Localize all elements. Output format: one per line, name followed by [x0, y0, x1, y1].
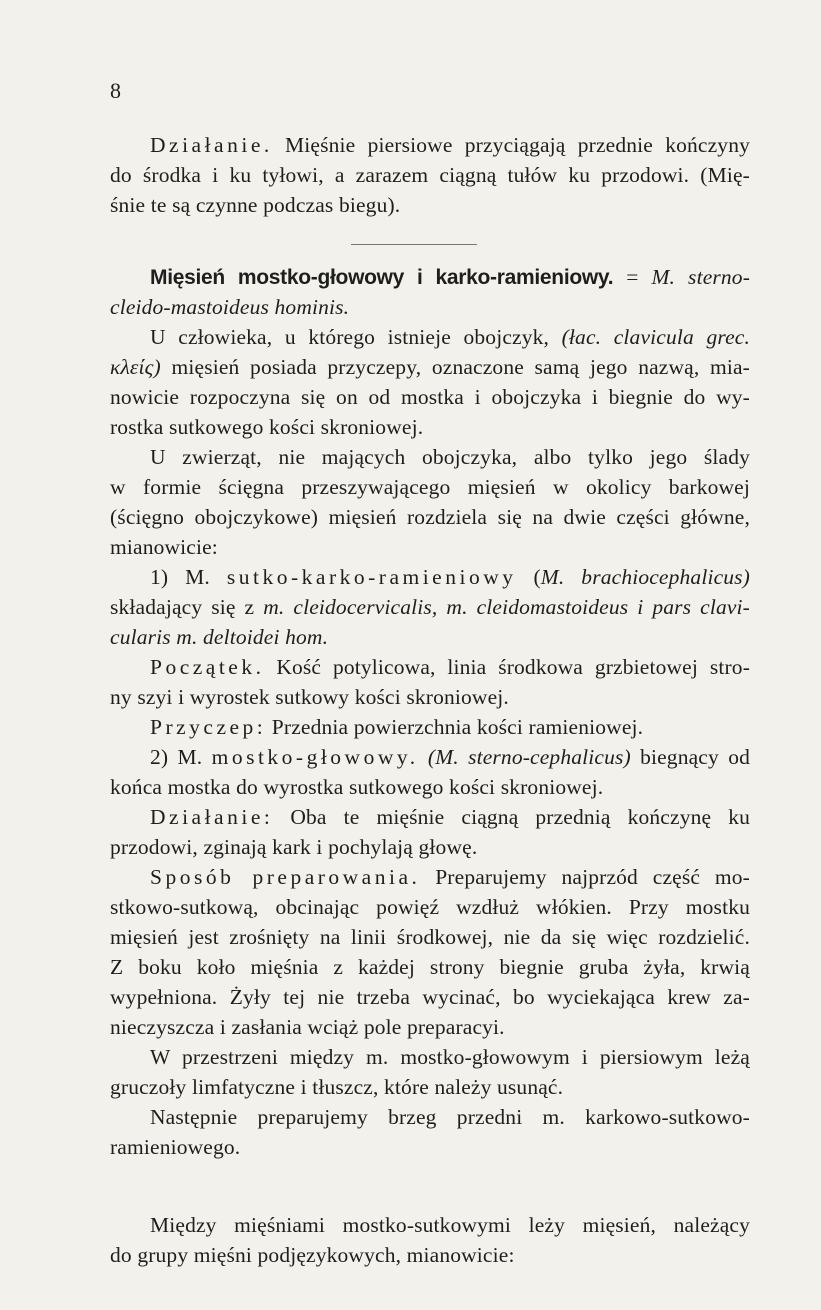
- text-line: W przestrzeni między m. mostko-głowowym i piersiowym leżą: [150, 1045, 750, 1069]
- text-line: nieczyszcza i zasłania wciąż pole preparacyi.: [110, 1015, 505, 1039]
- text-line: ramieniowego.: [110, 1135, 241, 1159]
- text-line: Następnie preparujemy brzeg przedni m. karkowo-sutkowo-: [150, 1105, 750, 1129]
- text-line: gruczoły limfatyczne i tłuszcz, które należy usunąć.: [110, 1075, 564, 1099]
- text-line: śnie te są czynne podczas biegu).: [110, 193, 401, 217]
- text-line: Sposób preparowania. Preparujemy najprzód część mo-: [150, 865, 750, 889]
- page-number: 8: [110, 78, 121, 103]
- text-line: cleido-mastoideus hominis.: [110, 295, 350, 319]
- text-line: Początek. Kość potylicowa, linia środkowa grzbietowej stro-: [150, 655, 750, 679]
- text-line: w formie ścięgna przeszywającego mięsień w okolicy barkowej: [110, 475, 750, 499]
- text-line: 1) M. sutko-karko-ramieniowy (M. brachiocephalicus): [150, 565, 750, 589]
- text-line: składający się z m. cleidocervicalis, m. cleidomastoideus i pars clavi-: [110, 595, 750, 619]
- text-line: wypełniona. Żyły tej nie trzeba wycinać, bo wyciekająca krew za-: [110, 985, 750, 1009]
- text-line: rostka sutkowego kości skroniowej.: [110, 415, 424, 439]
- text-line: Działanie. Mięśnie piersiowe przyciągają przednie kończyny: [150, 133, 750, 157]
- text-line: stkowo-sutkową, obcinając powięź wzdłuż włókien. Przy mostku: [110, 895, 750, 919]
- text-line: do grupy mięśni podjęzykowych, mianowicie:: [110, 1243, 515, 1267]
- text-line: cularis m. deltoidei hom.: [110, 625, 329, 649]
- text-line: Przyczep: Przednia powierzchnia kości ramieniowej.: [150, 715, 644, 739]
- text-line: mianowicie:: [110, 535, 218, 559]
- text-line: Z boku koło mięśnia z każdej strony biegnie gruba żyła, krwią: [110, 955, 750, 979]
- text-line: 2) M. mostko-głowowy. (M. sterno-cephalicus) biegnący od: [150, 745, 750, 769]
- text-line: ny szyi i wyrostek sutkowy kości skroniowej.: [110, 685, 509, 709]
- text-line: Działanie: Oba te mięśnie ciągną przednią kończynę ku: [150, 805, 750, 829]
- text-line: (ścięgno obojczykowe) mięsień rozdziela się na dwie części główne,: [110, 505, 750, 529]
- text-line: κλείς) mięsień posiada przyczepy, oznaczone samą jego nazwą, mia-: [110, 355, 750, 379]
- text-line: U zwierząt, nie mających obojczyka, albo tylko jego ślady: [150, 445, 750, 469]
- text-line: U człowieka, u którego istnieje obojczyk, (łac. clavicula grec.: [150, 325, 750, 349]
- section-divider: [351, 244, 477, 245]
- text-line: przodowi, zginają kark i pochylają głowę.: [110, 835, 478, 859]
- text-line: końca mostka do wyrostka sutkowego kości skroniowej.: [110, 775, 604, 799]
- text-line: nowicie rozpoczyna się on od mostka i obojczyka i biegnie do wy-: [110, 385, 750, 409]
- text-line: mięsień jest zrośnięty na linii środkowej, nie da się więc rozdzielić.: [110, 925, 750, 949]
- text-line: do środka i ku tyłowi, a zarazem ciągną tułów ku przodowi. (Mię-: [110, 163, 750, 187]
- text-line: Między mięśniami mostko-sutkowymi leży mięsień, należący: [150, 1213, 750, 1237]
- section-heading-line: Mięsień mostko-głowowy i karko-ramieniowy. = M. sterno-: [150, 265, 751, 289]
- section-heading: Mięsień mostko-głowowy i karko-ramieniowy.: [150, 266, 614, 289]
